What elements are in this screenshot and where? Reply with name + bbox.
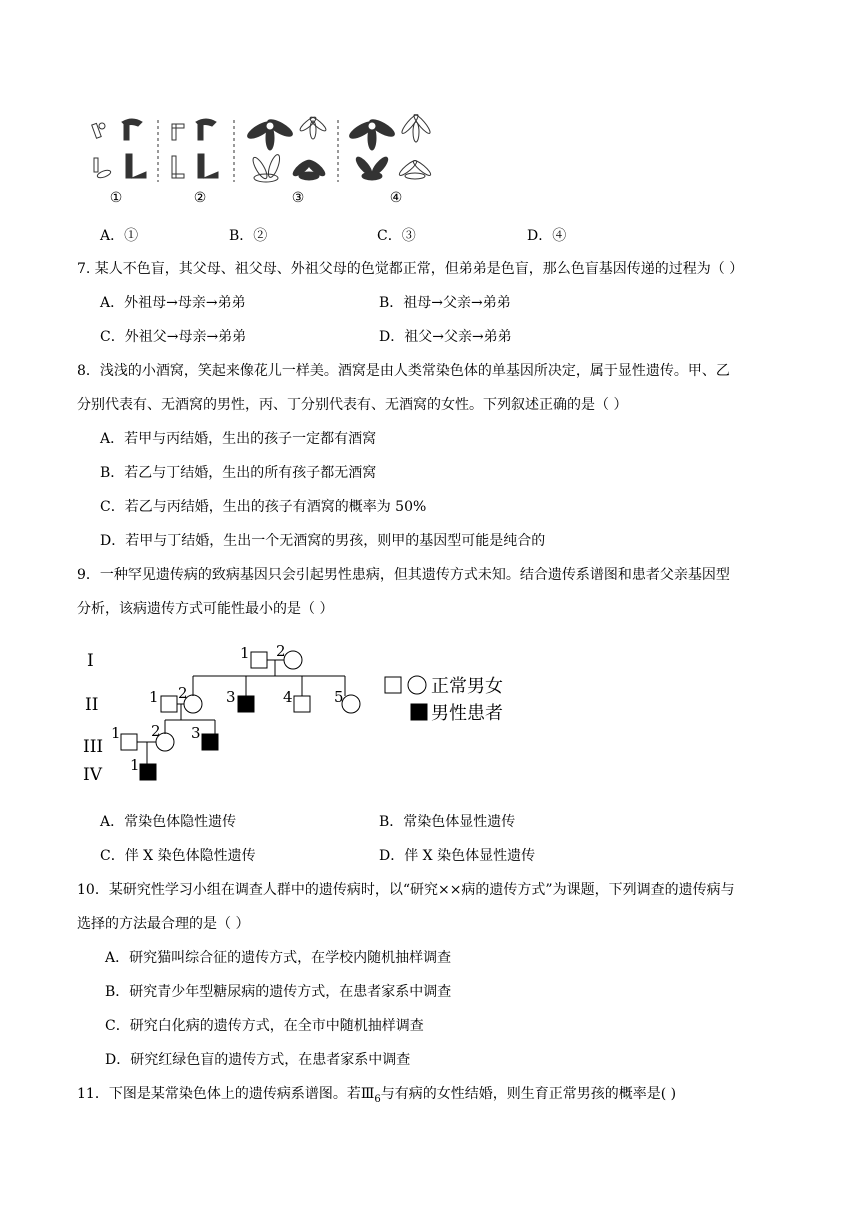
chromosome-panel-3 (245, 115, 327, 182)
q8-stem-line1: 8．浅浅的小酒窝，笑起来像花儿一样美。酒窝是由人类常染色体的单基因所决定，属于显性遗传。甲、乙 (77, 363, 730, 379)
generation-label-IV: IV (83, 765, 102, 785)
figure-label-2: ② (193, 190, 207, 206)
figure-label-4: ④ (389, 190, 403, 206)
q7-option-c: C．外祖父→母亲→弟弟 (100, 329, 247, 345)
q11-stem-after: 与有病的女性结婚，则生育正常男孩的概率是( ) (380, 1086, 677, 1102)
q7-option-d: D．祖父→父亲→弟弟 (379, 329, 512, 345)
legend-affected-label: 男性患者 (431, 703, 503, 724)
pedigree-II-1-male (161, 696, 177, 712)
generation-label-III: III (83, 737, 104, 757)
figure-label-3: ③ (291, 190, 305, 206)
q6-option-a: A．① (100, 228, 139, 244)
pedigree-num-III-3: 3 (191, 724, 201, 742)
q7-stem: 7. 某人不色盲，其父母、祖父母、外祖父母的色觉都正常，但弟弟是色盲，那么色盲基因传递的过程为（ ） (77, 261, 744, 277)
pedigree-II-3-affected-male (238, 696, 254, 712)
q8-option-c: C．若乙与丙结婚，生出的孩子有酒窝的概率为 50% (100, 499, 427, 515)
pedigree-num-II-2: 2 (178, 684, 188, 702)
pedigree-num-II-1: 1 (149, 688, 159, 706)
q10-stem-line2: 选择的方法最合理的是（ ） (77, 916, 250, 932)
q7-option-a: A．外祖母→母亲→弟弟 (100, 295, 246, 311)
pedigree-I-1-male (251, 652, 267, 668)
q7-option-b: B．祖母→父亲→弟弟 (379, 295, 511, 311)
q9-option-a: A．常染色体隐性遗传 (100, 814, 237, 830)
q10-option-c: C．研究白化病的遗传方式，在全市中随机抽样调查 (105, 1018, 424, 1034)
pedigree-I-2-female (284, 651, 302, 669)
q11-stem (77, 1083, 676, 1105)
figure-label-1: ① (109, 190, 123, 206)
legend-female-icon (408, 676, 426, 694)
q9-stem-line1: 9．一种罕见遗传病的致病基因只会引起男性患病，但其遗传方式未知。结合遗传系谱图和患者父亲基因型 (77, 567, 730, 583)
pedigree-num-III-2: 2 (151, 722, 161, 740)
pedigree-II-5-female (342, 695, 360, 713)
pedigree-II-4-male (294, 696, 310, 712)
q8-option-b: B．若乙与丁结婚，生出的所有孩子都无酒窝 (100, 465, 377, 481)
pedigree-num-I-1: 1 (240, 644, 250, 662)
legend-male-icon (385, 677, 401, 693)
q6-option-c: C．③ (377, 228, 416, 244)
q10-option-b: B．研究青少年型糖尿病的遗传方式，在患者家系中调查 (105, 984, 452, 1000)
q6-option-b: B．② (229, 228, 268, 244)
q6-option-d: D．④ (527, 228, 567, 244)
q9-stem-line2: 分析，该病遗传方式可能性最小的是（ ） (77, 601, 334, 617)
q10-stem-line1: 10．某研究性学习小组在调查人群中的遗传病时，以“研究××病的遗传方式”为课题，下列调查的遗传病与 (77, 882, 735, 898)
q8-option-a: A．若甲与丙结婚，生出的孩子一定都有酒窝 (100, 431, 377, 447)
pedigree-num-II-4: 4 (283, 688, 293, 706)
pedigree-num-I-2: 2 (276, 642, 286, 660)
pedigree-III-1-male (121, 734, 137, 750)
pedigree-num-II-3: 3 (226, 688, 236, 706)
pedigree-IV-1-affected-male (140, 764, 156, 780)
generation-label-II: II (85, 695, 99, 715)
pedigree-III-3-affected-male (202, 734, 218, 750)
pedigree-num-II-5: 5 (334, 688, 344, 706)
legend-normal-label: 正常男女 (431, 676, 503, 697)
chromosome-panel-4 (347, 113, 432, 180)
chromosome-panel-2 (172, 119, 218, 178)
chromosome-panel-1 (92, 119, 146, 179)
q9-option-d: D．伴 X 染色体显性遗传 (379, 848, 536, 864)
q11-stem-subscript: 6 (374, 1093, 381, 1105)
q11-stem-before: 11．下图是某常染色体上的遗传病系谱图。若Ⅲ (77, 1086, 375, 1102)
pedigree-chart (75, 640, 555, 790)
pedigree-num-IV-1: 1 (130, 756, 140, 774)
pedigree-num-III-1: 1 (111, 724, 121, 742)
q8-option-d: D．若甲与丁结婚，生出一个无酒窝的男孩，则甲的基因型可能是纯合的 (100, 533, 546, 549)
q10-option-d: D．研究红绿色盲的遗传方式，在患者家系中调查 (105, 1052, 411, 1068)
q9-option-b: B．常染色体显性遗传 (379, 814, 516, 830)
legend-affected-male-icon (411, 704, 427, 720)
generation-label-I: I (87, 651, 94, 671)
q8-stem-line2: 分别代表有、无酒窝的男性，丙、丁分别代表有、无酒窝的女性。下列叙述正确的是（ ） (77, 397, 628, 413)
q9-option-c: C．伴 X 染色体隐性遗传 (100, 848, 256, 864)
chromosome-figure (88, 112, 468, 208)
q10-option-a: A．研究猫叫综合征的遗传方式，在学校内随机抽样调查 (105, 950, 452, 966)
